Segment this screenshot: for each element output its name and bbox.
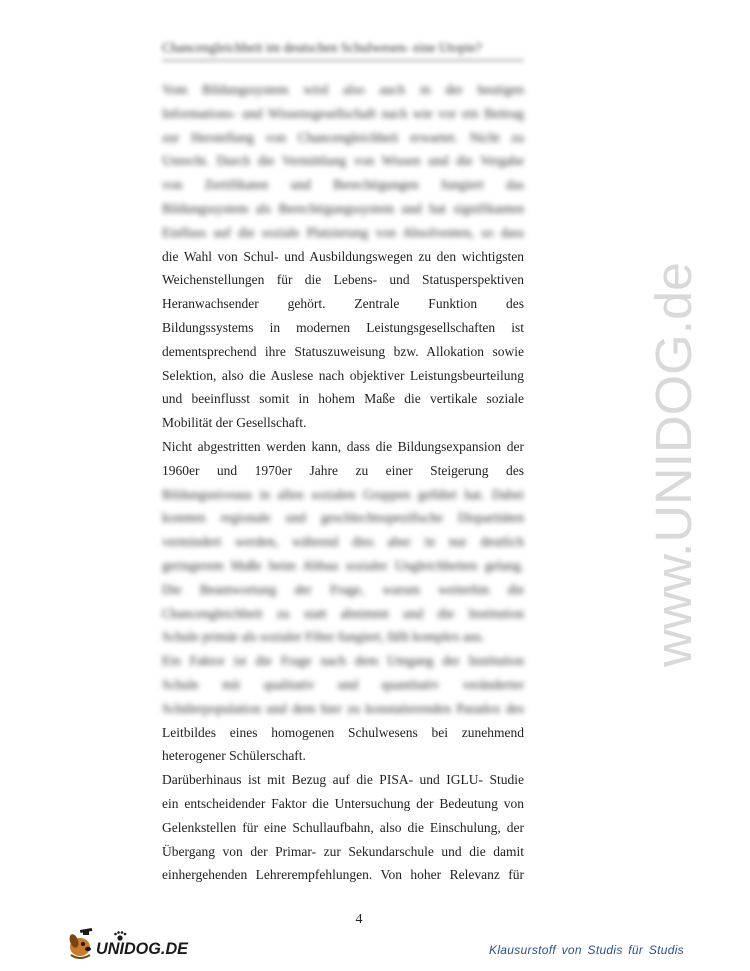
text-line: geringerem Maße beim Abbau sozialer Ungleichheiten gelang. (162, 557, 524, 573)
page-header-title: Chancengleichheit im deutschen Schulwesen- eine Utopie? (162, 38, 524, 61)
unidog-logo (66, 925, 191, 961)
text-line: Schülerpopulation und dem hier zu konstatierenden Paradox des (162, 700, 524, 716)
text-line: vermindert werden, während dies aber in nur deutlich (162, 534, 524, 550)
text-line: die Wahl von Schul- und Ausbildungswegen zu den wichtigsten (162, 248, 524, 264)
text-line: Heranwachsender gehört. Zentrale Funktion des (162, 296, 524, 312)
text-line: Bildungssystem als Berechtigungssystem und hat signifikanten (162, 200, 524, 216)
page-number: 4 (355, 912, 363, 927)
text-line: Die Beantwortung der Frage, warum weiterhin die (162, 581, 524, 597)
text-line: Bildungssystems in modernen Leistungsgesellschaften ist (162, 319, 524, 335)
text-line: heterogener Schülerschaft. (162, 748, 306, 764)
watermark (633, 255, 713, 675)
body-text (162, 78, 524, 887)
text-line: Selektion, also die Auslese nach objektiver Leistungsbeurteilung (162, 367, 524, 383)
text-line: Übergang von der Primar- zur Sekundarschule und die damit (162, 843, 524, 859)
watermark-graphic (633, 255, 713, 675)
text-line: Einfluss auf die soziale Platzierung von Absolventen, so dass (162, 224, 524, 240)
text-line: Ein Faktor ist die Frage nach dem Umgang der Institution (162, 653, 524, 669)
text-line: ein entscheidender Faktor die Untersuchung der Bedeutung von (162, 795, 524, 811)
dog-mascot-icon (68, 928, 92, 958)
text-line: Schule mit qualitativ und quantitativ veränderter (162, 676, 524, 692)
text-line: 1960er und 1970er Jahre zu einer Steigerung des (162, 462, 524, 478)
text-line: konnten regionale und geschlechtsspezifische Disparitäten (162, 510, 524, 526)
text-line: und beeinflusst somit in hohem Maße die vertikale soziale (162, 391, 524, 407)
text-line: von Zertifikaten und Berechtigungen fungiert das (162, 177, 524, 193)
text-line: Bildungsniveaus in allen sozialen Gruppen geführt hat. Dabei (162, 486, 524, 502)
logo-text: UNIDOG.DE (96, 939, 189, 958)
text-line: Vom Bildungssystem wird also auch in der heutigen (162, 82, 524, 97)
text-line: Informations- und Wissensgesellschaft nach wie vor ein Beitrag (162, 105, 524, 121)
text-line: einhergehenden Lehrerempfehlungen. Von hoher Relevanz für (162, 867, 524, 883)
text-line: dementsprechend ihre Statuszuweisung bzw. Allokation sowie (162, 343, 524, 359)
watermark-text: www.UNIDOG.de (645, 270, 702, 667)
footer-tagline: Klausurstoff von Studis für Studis (489, 943, 684, 957)
text-line: Nicht abgestritten werden kann, dass die Bildungsexpansion der (162, 438, 524, 454)
text-line: zur Herstellung von Chancengleichheit erwartet. Nicht zu (162, 129, 524, 145)
text-line: Gelenkstellen für eine Schullaufbahn, also die Einschulung, der (162, 819, 524, 835)
text-line: Unrecht. Durch die Vermittlung von Wissen und die Vergabe (162, 153, 524, 169)
text-line: Schule primär als sozialer Filter fungiert, fällt komplex aus. (162, 629, 485, 645)
text-line: Chancengleichheit zu statt abnimmt und die Institution (162, 605, 524, 621)
text-line: Leitbildes eines homogenen Schulwesens bei zunehmend (162, 724, 524, 740)
text-line: Darüberhinaus ist mit Bezug auf die PISA- und IGLU- Studie (162, 772, 524, 788)
text-line: Weichenstellungen für die Lebens- und Statusperspektiven (162, 272, 524, 288)
text-line: Mobilität der Gesellschaft. (162, 415, 307, 431)
